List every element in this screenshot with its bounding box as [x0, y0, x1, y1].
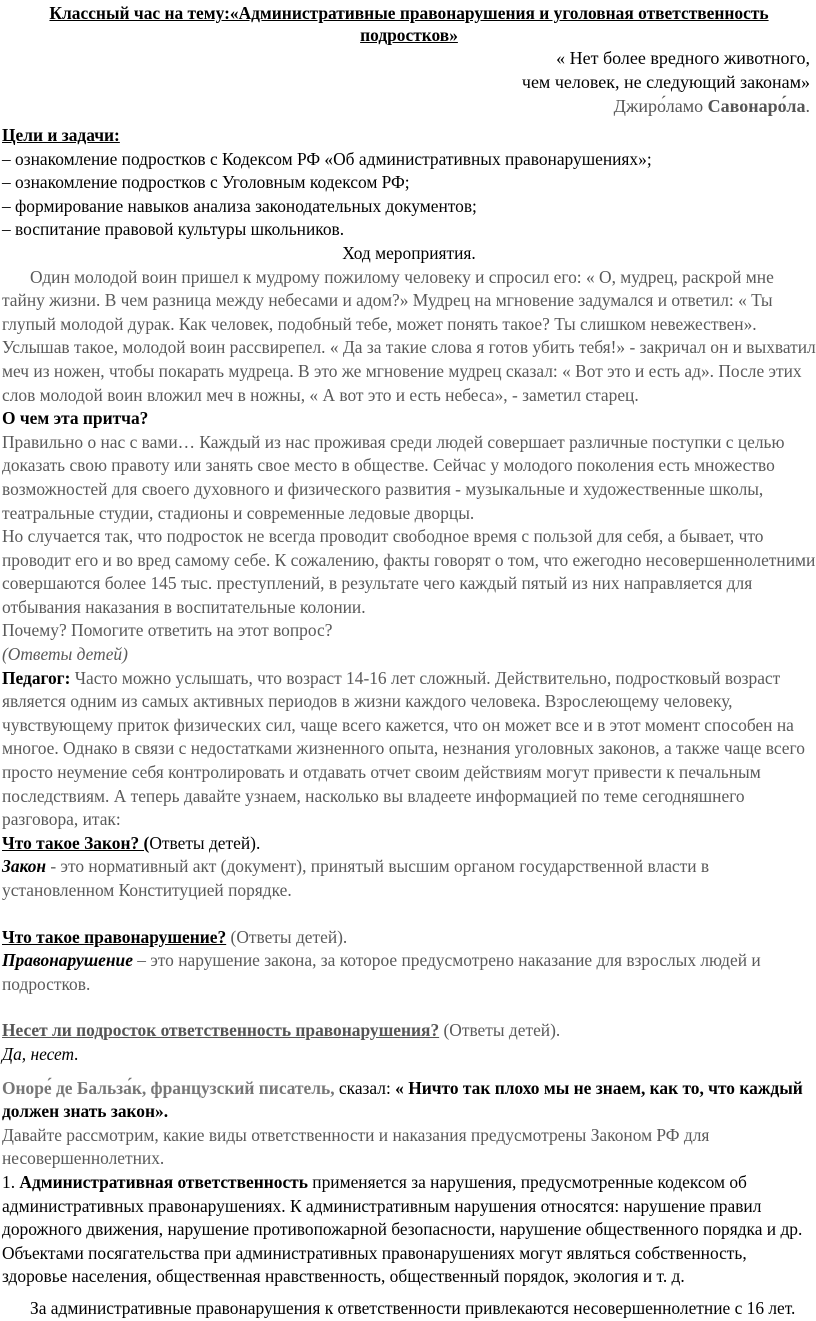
- question-offense-text: Что такое правонарушение?: [2, 926, 227, 947]
- spacer: [2, 996, 816, 1019]
- definition-law-text: - это нормативный акт (документ), принятый высшим органом государственной власти в установленном Конституцией порядке.: [2, 856, 710, 900]
- epigraph-author: [2, 94, 810, 118]
- definition-law-term: Закон: [2, 856, 47, 877]
- admin-number: 1.: [2, 1171, 20, 1192]
- admin-responsibility-paragraph: [2, 1171, 816, 1289]
- paragraph-1: Правильно о нас с вами… Каждый из нас проживая среди людей совершает различные поступки с целью доказать свою правоту или занять свое место в обществе. Сейчас у молодого поколения есть множество возможностей для своего духовного и физического развития - музыкальные и художественные школы, театральные студии, стадионы и современные ледовые дворцы.: [2, 431, 785, 523]
- admin-text: применяется за нарушения, предусмотренные кодексом об административных правонарушениях. К административным нарушения относятся: нарушение правил дорожного движения, нарушение противопожарной безопасности, нарушение общественного порядка и др. Объектами посягательства при административных правонарушениях могут являться собственность, здоровье населения, общественная нравственность, общественный порядок, экология и т. д.: [2, 1171, 803, 1287]
- admin-term: Административная ответственность: [19, 1171, 308, 1192]
- children-answers-note: (Ответы детей): [2, 644, 128, 665]
- teacher-paragraph: [2, 667, 816, 832]
- goal-item: – ознакомление подростков с Кодексом РФ «Об административных правонарушениях»;: [2, 148, 652, 169]
- question-law-tail: Ответы детей).: [149, 832, 261, 853]
- question-responsibility-text: Несет ли подросток ответственность правонарушения?: [2, 1020, 440, 1041]
- definition-law: [2, 855, 816, 902]
- definition-offense-term: Правонарушение: [2, 950, 133, 971]
- teacher-label: Педагог:: [2, 667, 71, 688]
- quote-said: сказал:: [334, 1077, 396, 1098]
- goals-heading: Цели и задачи:: [2, 125, 120, 145]
- question-responsibility-tail: (Ответы детей).: [439, 1020, 561, 1041]
- goal-item: – воспитание правовой культуры школьников.: [2, 219, 345, 240]
- goal-item: – формирование навыков анализа законодательных документов;: [2, 195, 477, 216]
- balzac-quote: [2, 1077, 816, 1124]
- epigraph-line-2: чем человек, не следующий законам»: [521, 72, 810, 92]
- question-law-text: Что такое Закон? (: [2, 832, 150, 853]
- goal-item: – ознакомление подростков с Уголовным кодексом РФ;: [2, 172, 410, 193]
- event-heading: Ход мероприятия.: [342, 242, 476, 263]
- spacer: [2, 903, 816, 926]
- document-title: Классный час на тему:«Административные правонарушения и уголовная ответственность подростков»: [49, 3, 769, 45]
- question-offense: [2, 926, 816, 950]
- final-paragraph: За административные правонарушения к ответственности привлекаются несовершеннолетние с 16 лет.: [30, 1297, 796, 1318]
- question-offense-tail: (Ответы детей).: [226, 926, 348, 947]
- parable-question: О чем эта притча?: [2, 408, 149, 429]
- epigraph-author-first: Джиро́ламо: [613, 96, 708, 116]
- paragraph-consider: Давайте рассмотрим, какие виды ответственности и наказания предусмотрены Законом РФ для несовершеннолетних.: [2, 1124, 710, 1169]
- epigraph: [2, 46, 816, 118]
- quote-text: « Ничто так плохо мы не знаем, как то, что каждый должен знать закон».: [2, 1077, 803, 1122]
- epigraph-line-1: « Нет более вредного животного,: [556, 48, 810, 68]
- epigraph-author-end: .: [805, 96, 810, 116]
- paragraph-3: Почему? Помогите ответить на этот вопрос?: [2, 620, 333, 641]
- document-page: [0, 2, 816, 1318]
- definition-offense: [2, 949, 816, 996]
- paragraph-2: Но случается так, что подросток не всегда проводит свободное время с пользой для себя, а бывает, что проводит его и во вред самому себе. К сожалению, факты говорят о том, что ежегодно несовершеннолетними совершаются более 145 тыс. преступлений, в результате чего каждый пятый из них направляется для отбывания наказания в воспитательные колонии.: [2, 526, 816, 617]
- parable-paragraph: Один молодой воин пришел к мудрому пожилому человеку и спросил его: « О, мудрец, раскрой мне тайну жизни. В чем разница между небесами и адом?» Мудрец на мгновение задумался и ответил: « Ты глупый молодой дурак. Как человек, подобный тебе, может понять такое? Ты слишком невежествен». Услышав такое, молодой воин рассвирепел. « Да за такие слова я готов убить тебя!» - закричал он и выхватил меч из ножен, чтобы покарать мудреца. В это же мгновение мудрец сказал: « Вот это и есть ад». После этих слов молодой воин вложил меч в ножны, « А вот это и есть небеса», - заметил старец.: [2, 266, 816, 405]
- answer-responsibility: Да, несет.: [2, 1043, 79, 1064]
- question-responsibility: [2, 1019, 816, 1043]
- question-law: [2, 832, 816, 856]
- teacher-text: Часто можно услышать, что возраст 14-16 лет сложный. Действительно, подростковый возраст является одним из самых активных периодов в жизни каждого человека. Взрослеющему человеку, чувствующему приток физических сил, чаще всего кажется, что он может все и в этот момент способен на многое. Однако в связи с недостатками жизненного опыта, незнания уголовных законов, а также чаще всего просто неумение себя контролировать и отдавать отчет своим действиям могут привести к печальным последствиям. А теперь давайте узнаем, насколько вы владеете информацией по теме сегодняшнего разговора, итак:: [2, 667, 805, 830]
- epigraph-author-last: Савонаро́ла: [707, 96, 806, 116]
- definition-offense-text: – это нарушение закона, за которое предусмотрено наказание для взрослых людей и подростков.: [2, 950, 761, 994]
- quote-author: Оноре́ де Бальза́к, французский писатель,: [2, 1077, 335, 1098]
